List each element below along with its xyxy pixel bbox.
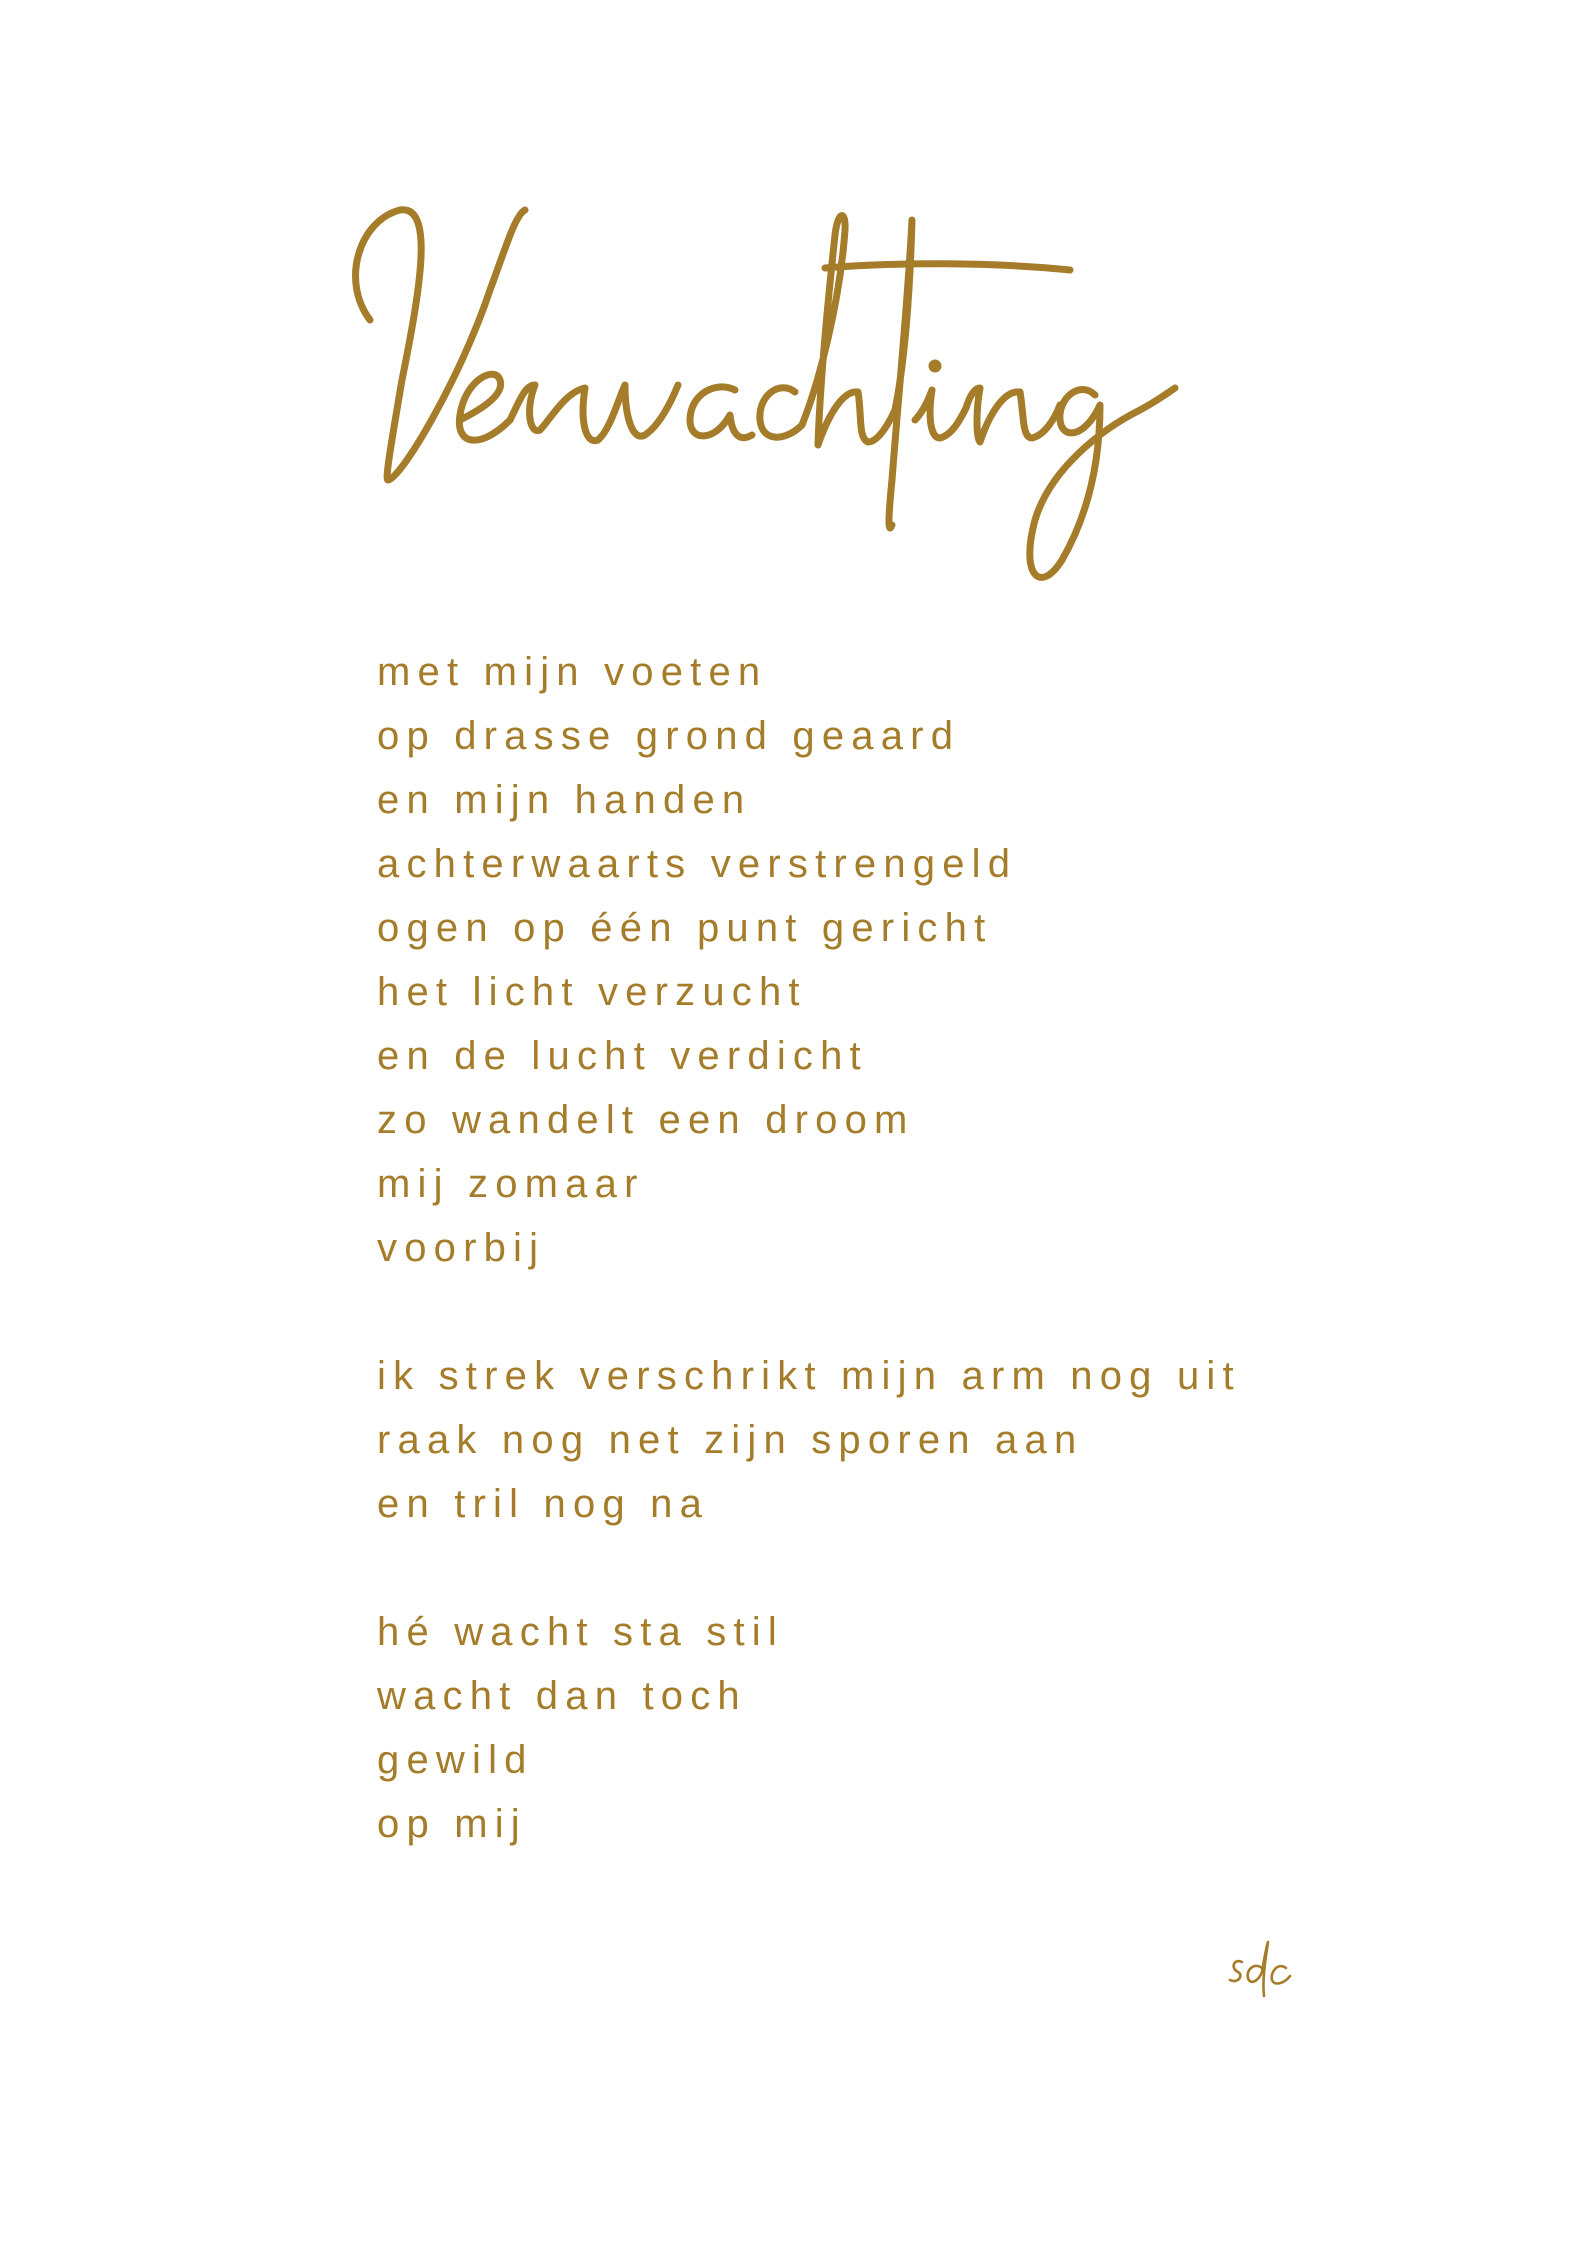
title-letter-w <box>583 385 678 441</box>
poem-line: mij zomaar <box>377 1162 645 1206</box>
poem-line: gewild <box>377 1738 534 1782</box>
poem-stanza-2 <box>377 1344 1377 1536</box>
title-letter-i <box>915 390 966 438</box>
poem-line: hé wacht sta stil <box>377 1610 784 1654</box>
title-letter-e <box>459 374 510 440</box>
poem-title-script <box>340 180 1270 590</box>
title-letter-c <box>760 388 802 437</box>
poem-stanza-1 <box>377 640 1377 1280</box>
title-letter-v <box>356 210 525 480</box>
poem-line: en de lucht verdicht <box>377 1034 868 1078</box>
poem-title-lettering <box>340 180 1270 590</box>
poem-line: en tril nog na <box>377 1482 710 1526</box>
poem-line: en mijn handen <box>377 778 752 822</box>
poem-body <box>377 640 1377 1856</box>
poem-line: met mijn voeten <box>377 650 768 694</box>
signature-letter-d <box>1248 1942 1268 1996</box>
poem-line: ik strek verschrikt mijn arm nog uit <box>377 1354 1241 1398</box>
poem-line: op drasse grond geaard <box>377 714 961 758</box>
title-strokes <box>356 210 1175 578</box>
title-t-crossbar <box>825 264 1070 270</box>
signature-lettering <box>1228 1938 1308 2000</box>
title-i-dot <box>932 363 938 369</box>
poem-line: raak nog net zijn sporen aan <box>377 1418 1084 1462</box>
poem-stanza-3 <box>377 1600 1377 1856</box>
poem-line: het licht verzucht <box>377 970 807 1014</box>
poem-line: zo wandelt een droom <box>377 1098 915 1142</box>
poem-line: wacht dan toch <box>377 1674 747 1718</box>
poem-line: achterwaarts verstrengeld <box>377 842 1018 886</box>
title-letter-n <box>966 388 1060 442</box>
signature-letter-c <box>1272 1966 1290 1983</box>
poem-line: ogen op één punt gericht <box>377 906 993 950</box>
signature-letter-s <box>1230 1961 1242 1981</box>
title-letter-a <box>690 387 752 438</box>
signature-mark <box>1228 1938 1308 2000</box>
poem-line: voorbij <box>377 1226 546 1270</box>
poem-line: op mij <box>377 1802 527 1846</box>
title-letter-h <box>802 216 895 445</box>
title-letter-r <box>510 385 585 431</box>
